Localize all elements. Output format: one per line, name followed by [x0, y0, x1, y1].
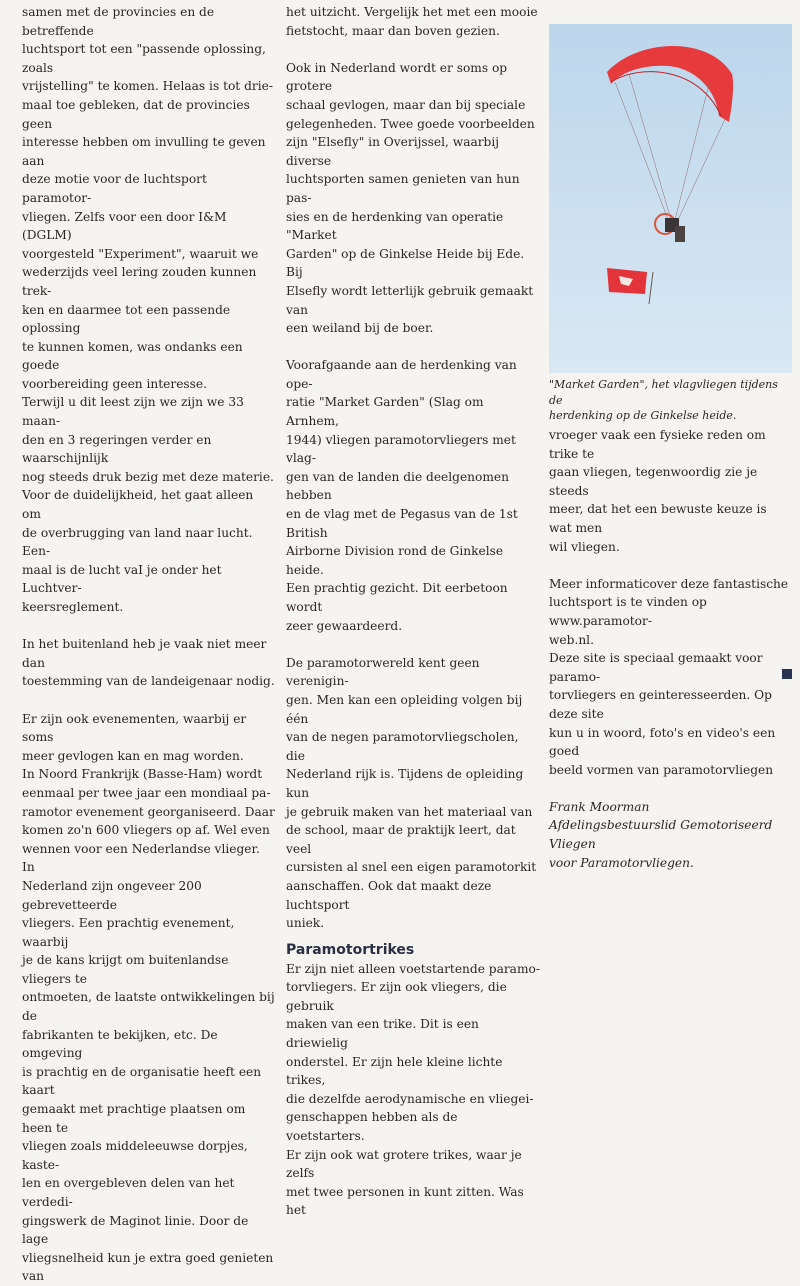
section-heading-paramotortrikes: Paramotortrikes — [286, 941, 415, 958]
paragraph-meer-info: Meer informaticover deze fantastische luchtsport is te vinden op www.paramotor- web.nl. Deze site is speciaal gemaakt voor paramo- torvliegers en geinteresseerden. Op deze site kun u in woord, foto's en video's een goed beeld vormen van paramotorvliegen — [549, 576, 789, 777]
sky-background — [549, 24, 792, 373]
author-signature: Frank Moorman Afdelingsbestuurslid Gemotoriseerd Vliegen voor Paramotorvliegen. — [549, 799, 773, 870]
paragraph-nederland: Ook in Nederland wordt er soms op grotere schaal gevlogen, maar dan bij speciale gelegenheden. Twee goede voorbeelden zijn "Elsefly" in Overijssel, waarbij diverse luchtsporten samen genieten van hun pas- sies en de herdenking van operatie "Market Garden" op de Ginkelse Heide bij Ede. Bij Elsefly wordt letterlijk gebruik gemaakt van een weiland bij de boer. — [286, 60, 535, 336]
column-2 — [286, 0, 540, 1220]
square-end-mark-icon — [782, 669, 792, 679]
market-garden-photo — [549, 24, 792, 373]
column-1 — [22, 0, 276, 1286]
paramotor-photo-illustration — [549, 24, 792, 373]
paragraph-bewuste-keuze: vroeger vaak een fysieke reden om trike te gaan vliegen, tegenwoordig zie je steeds meer, dat het een bewuste keuze is wat men wil vliegen. — [549, 428, 767, 554]
paragraph-motie: samen met de provincies en de betreffende luchtsport tot een "passende oplossing, zoals vrijstelling" te komen. Helaas is tot drie- maal toe gebleken, dat de provincies geen interesse hebben om invulling te geven aan deze motie voor de luchtsport paramotor- vliegen. Zelfs voor een door I&M (DGLM) voorgesteld "Experiment", waaruit we wederzijds veel lering zouden kunnen trek- ken en daarmee tot een passende oplossing te kunnen komen, was ondanks een goede voorbereiding geen interesse. Terwijl u dit leest zijn we zijn we 33 maan- den en 3 regeringen verder en waarschijnlijk nog steeds druk bezig met deze materie. Voor de duidelijkheid, het gaat alleen om de overbrugging van land naar lucht. Een- maal is de lucht vaI je onder het Luchtver- keersreglement. — [22, 5, 274, 614]
paragraph-market-garden: Voorafgaande aan de herdenking van ope- ratie "Market Garden" (Slag om Arnhem, 1944) vliegen paramotorvliegers met vlag- gen van de landen die deelgenomen hebben en de vlag met de Pegasus van de 1st British Airborne Division rond de Ginkelse heide. Een prachtig gezicht. Dit eerbetoon wordt zeer gewaardeerd. — [286, 358, 518, 633]
column-3 — [549, 426, 793, 872]
paragraph-trikes: Er zijn niet alleen voetstartende paramo- torvliegers. Er zijn ook vliegers, die gebruik maken van een trike. Dit is een driewielig onderstel. Er zijn hele kleine lichte trikes, die dezelfde aerodynamische en vliegei- genschappen hebben als de voetstarters. Er zijn ook wat grotere trikes, waar je zelfs met twee personen in kunt zitten. Was het — [286, 961, 540, 1218]
paragraph-verenigingen: De paramotorwereld kent geen verenigin- gen. Men kan een opleiding volgen bij één van de negen paramotorvliegscholen, die Nederland rijk is. Tijdens de opleiding kun je gebruik maken van het materiaal van de school, maar de praktijk leert, dat veel cursisten al snel een eigen paramotorkit aanschaffen. Ook dat maakt deze luchtsport uniek. — [286, 655, 537, 931]
paragraph-buitenland: In het buitenland heb je vaak niet meer dan toestemming van de landeigenaar nodig. — [22, 637, 275, 689]
paragraph-uitzicht: het uitzicht. Vergelijk het met een mooie fietstocht, maar dan boven gezien. — [286, 5, 538, 38]
paragraph-evenementen: Er zijn ook evenementen, waarbij er soms meer gevlogen kan en mag worden. In Noord Frankrijk (Basse-Ham) wordt eenmaal per twee jaar een mondiaal pa- ramotor evenement georganiseerd. Daar komen zo'n 600 vliegers op af. Wel even wennen voor een Nederlandse vlieger. In Nederland zijn ongeveer 200 gebrevetteerde vliegers. Een prachtig evenement, waarbij je de kans krijgt om buitenlandse vliegers te ontmoeten, de laatste ontwikkelingen bij de fabrikanten te bekijken, etc. De omgeving is prachtig en de organisatie heeft een kaart gemaakt met prachtige plaatsen om heen te vliegen zoals middeleeuwse dorpjes, kaste- len en overgebleven delen van het verdedi- gingswerk de Maginot linie. Door de lage vliegsnelheid kun je extra goed genieten van — [22, 711, 275, 1284]
photo-caption: "Market Garden", het vlagvliegen tijdens de herdenking op de Ginkelse heide. — [549, 378, 778, 423]
